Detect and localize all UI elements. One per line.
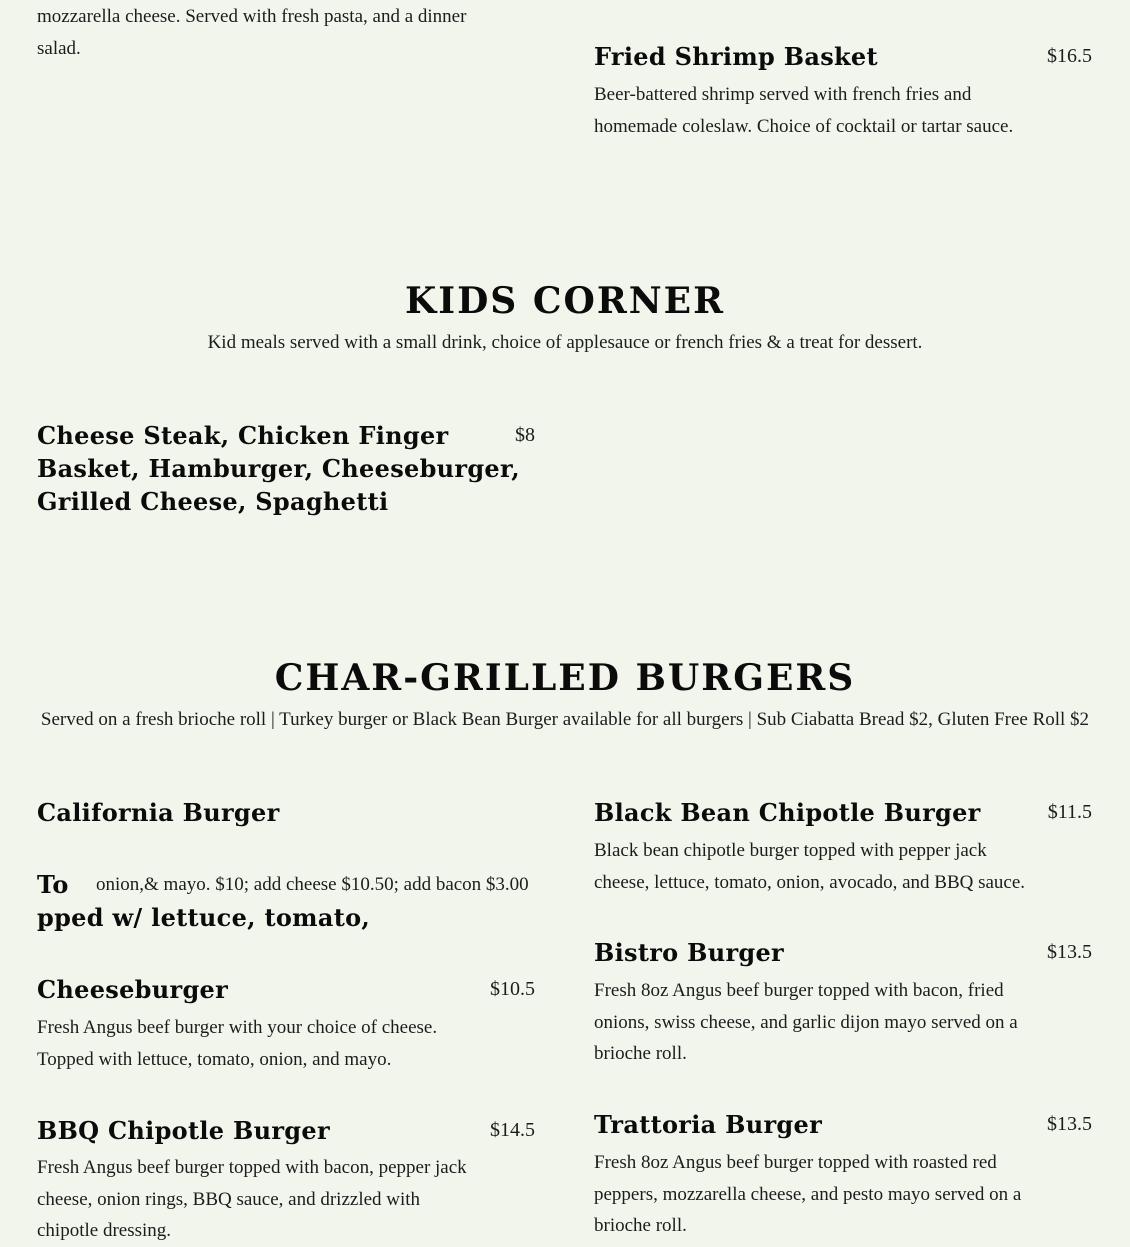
section-subtitle-burgers: Served on a fresh brioche roll | Turkey burger or Black Bean Burger available for all burgers | Sub Ciabatta Bread $2, Gluten Free Roll $2 <box>40 709 1090 730</box>
menu-item-price: $13.5 <box>1047 1113 1092 1135</box>
item-description: Fresh 8oz Angus beef burger topped with roasted red peppers, mozzarella cheese, and pesto mayo served on a brioche roll. <box>594 1152 1022 1236</box>
menu-item-name: Cheeseburger <box>37 975 229 1004</box>
menu-item-name: BBQ Chipotle Burger <box>37 1116 330 1145</box>
menu-item-price: $14.5 <box>490 1119 535 1141</box>
menu-item-price: $13.5 <box>1047 941 1092 963</box>
item-description: onion,& mayo. $10; add cheese $10.50; add bacon $3.00 <box>96 874 529 895</box>
item-description: Fresh Angus beef burger with your choice of cheese. Topped with lettuce, tomato, onion, and mayo. <box>37 1017 438 1070</box>
menu-item-price: $10.5 <box>490 978 535 1000</box>
menu-item-name-fragment: To <box>37 870 69 899</box>
item-description: Black bean chipotle burger topped with pepper jack cheese, lettuce, tomato, onion, avocado, and BBQ sauce. <box>594 840 1026 893</box>
menu-item-name: Trattoria Burger <box>594 1110 823 1139</box>
section-subtitle-kids: Kid meals served with a small drink, choice of applesauce or french fries & a treat for dessert. <box>207 332 923 353</box>
menu-item-price: $16.5 <box>1047 45 1092 67</box>
menu-item-name: California Burger <box>37 798 280 827</box>
item-description: Fresh Angus beef burger topped with bacon, pepper jack cheese, onion rings, BBQ sauce, and drizzled with chipotle dressing. <box>37 1157 467 1241</box>
menu-item-price: $8 <box>515 424 535 446</box>
item-description: mozzarella cheese. Served with fresh pasta, and a dinner salad. <box>37 6 467 59</box>
menu-item-name: Fried Shrimp Basket <box>594 42 878 71</box>
menu-item-name: Black Bean Chipotle Burger <box>594 798 981 827</box>
menu-item-name-fragment: pped w/ lettuce, tomato, <box>37 903 371 932</box>
section-title-burgers: CHAR-GRILLED BURGERS <box>274 657 856 699</box>
menu-item-price: $11.5 <box>1047 801 1092 823</box>
menu-item-name: Bistro Burger <box>594 938 784 967</box>
item-description: Fresh 8oz Angus beef burger topped with bacon, fried onions, swiss cheese, and garlic dijon mayo served on a brioche roll. <box>594 980 1018 1064</box>
item-description: Beer-battered shrimp served with french fries and homemade coleslaw. Choice of cocktail or tartar sauce. <box>594 84 1014 137</box>
section-title-kids: KIDS CORNER <box>404 280 726 322</box>
menu-item-name: Cheese Steak, Chicken Finger Basket, Hamburger, Cheeseburger, Grilled Cheese, Spaghetti <box>37 421 520 516</box>
